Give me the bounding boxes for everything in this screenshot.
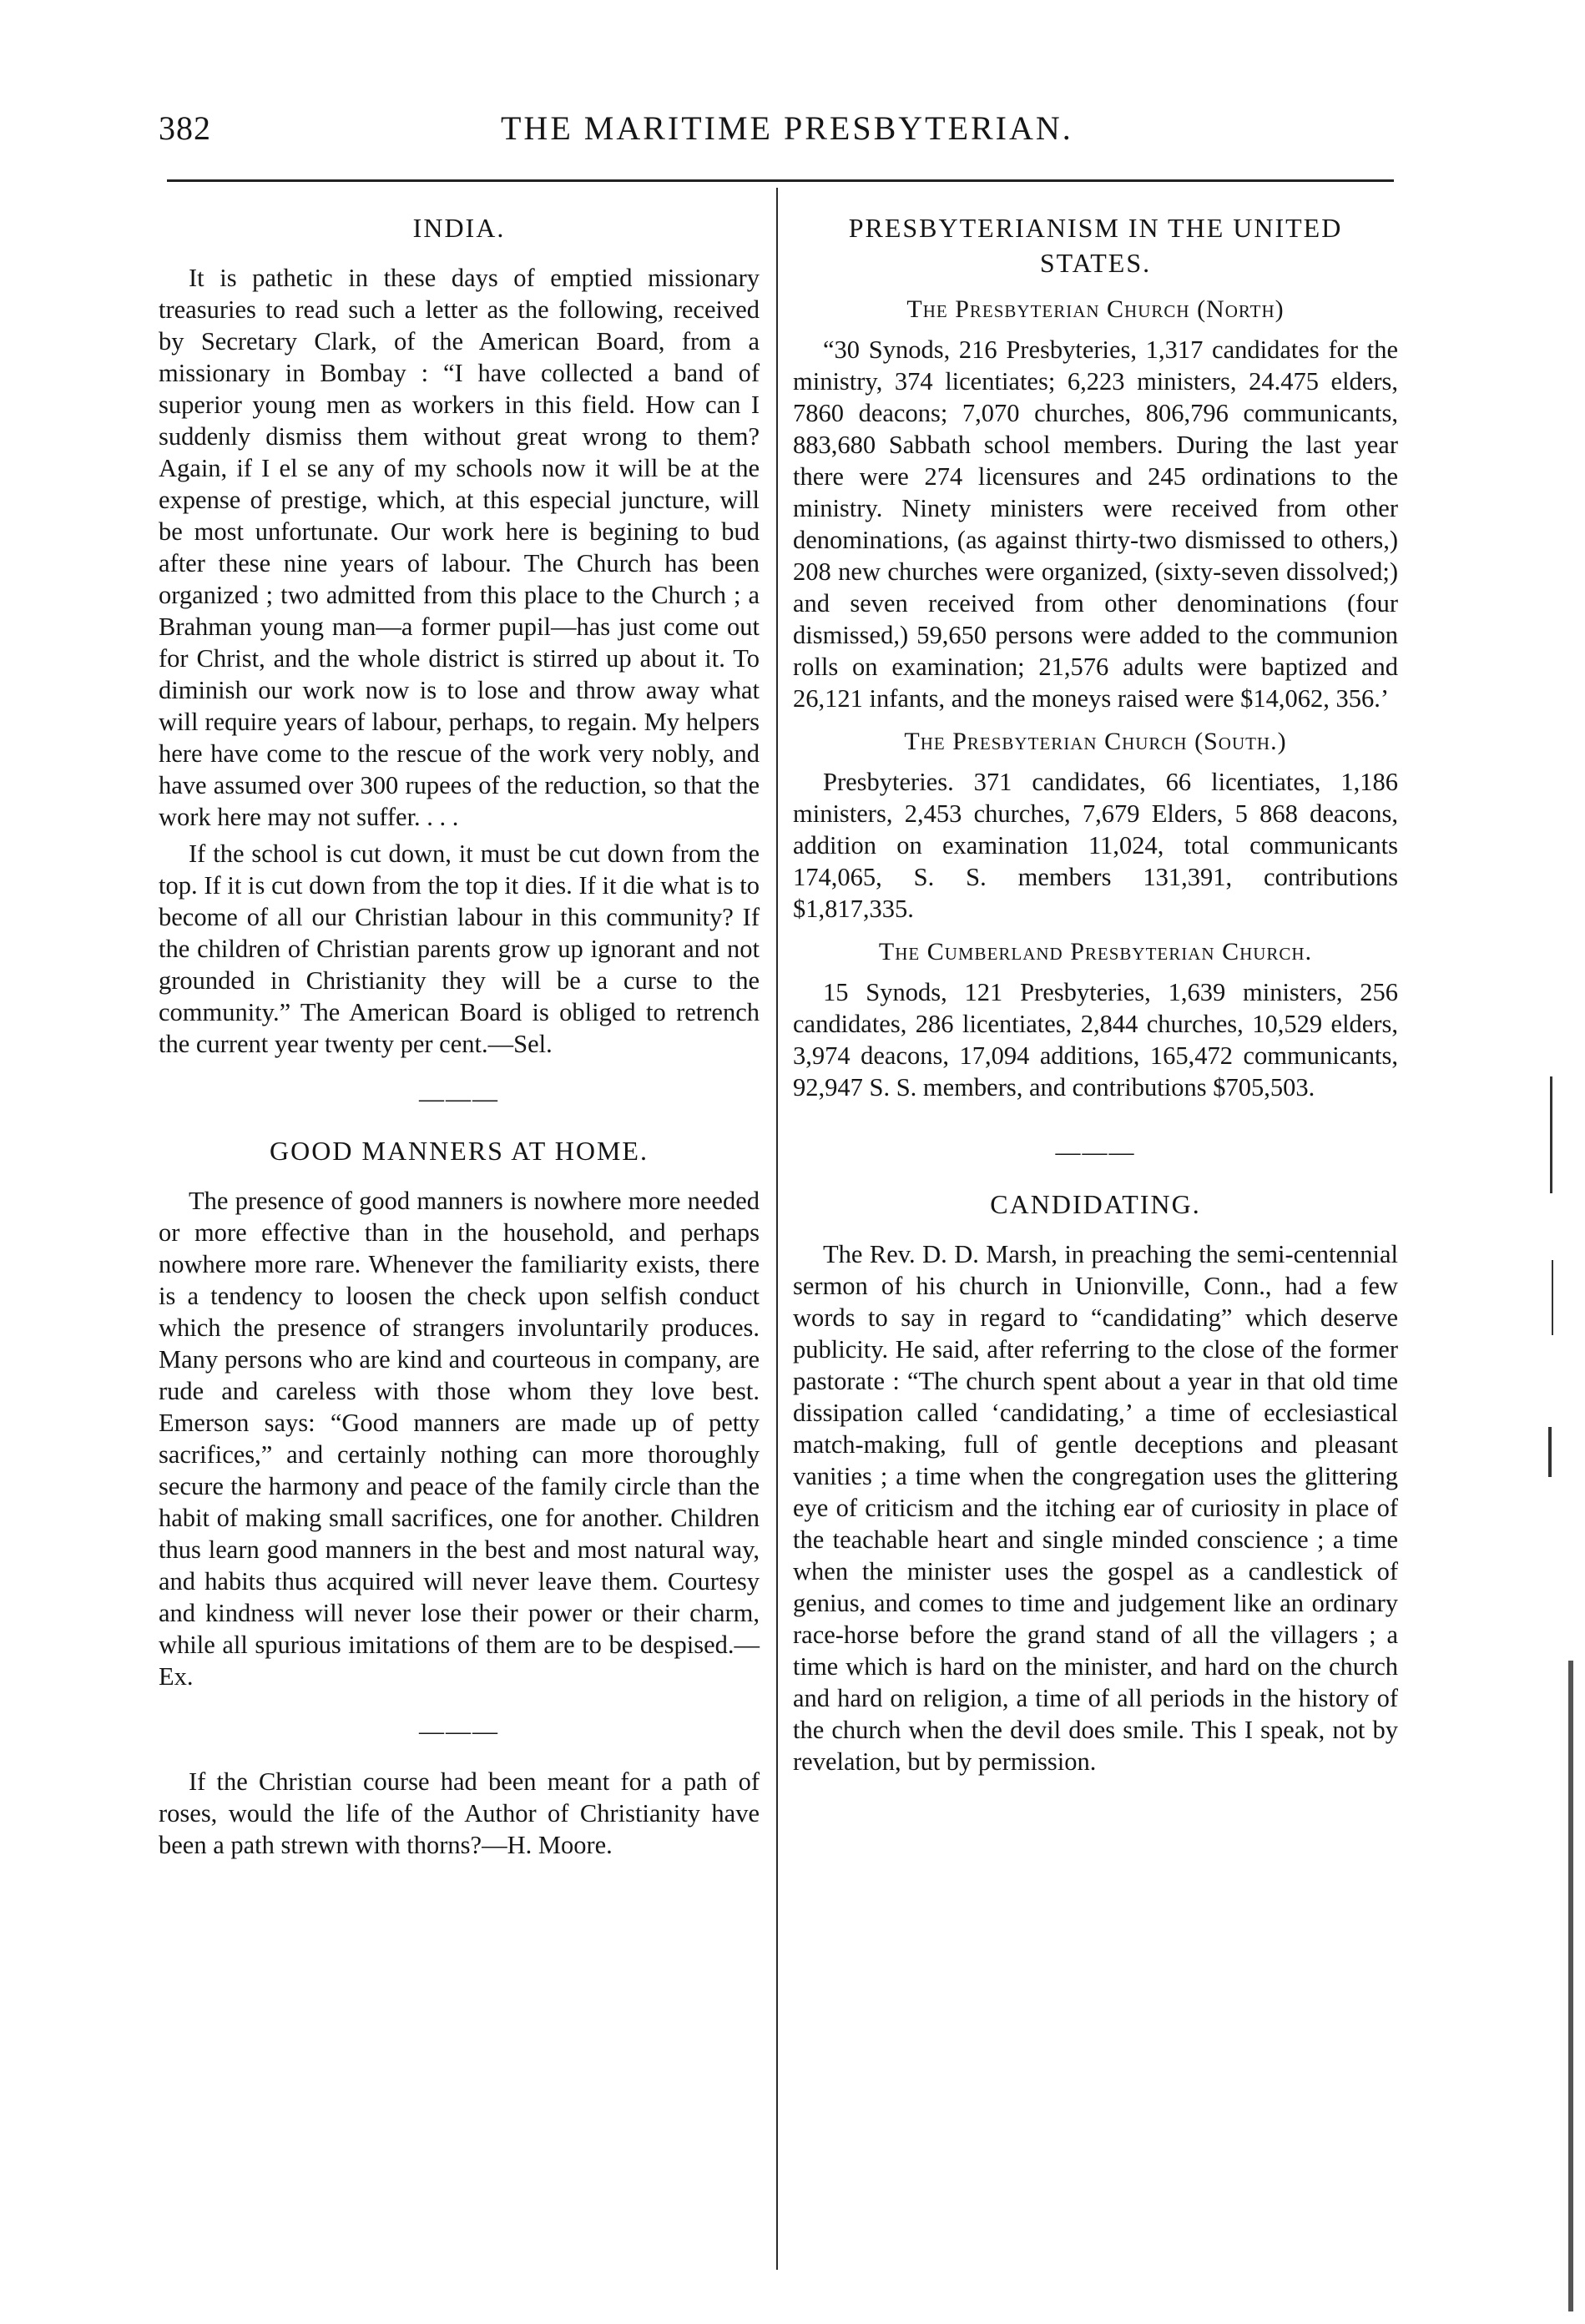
column-divider <box>776 188 778 2270</box>
right-column <box>793 200 1398 1782</box>
article-paragraph: 15 Synods, 121 Presbyteries, 1,639 ministers, 256 candidates, 286 licentiates, 2,844 churches, 10,529 elders, 3,974 deacons, 17,094 additions, 165,472 communicants, 92,947 S. S. members, and contributions $705,503. <box>793 978 1398 1102</box>
title-line: STATES. <box>1039 248 1152 278</box>
article-paragraph: Presbyteries. 371 candidates, 66 licentiates, 1,186 ministers, 2,453 churches, 7,679 Elders, 5 868 deacons, addition on examination 11,024, total communicants 174,065, S. S. members 131,391, contributions $1,817,335. <box>793 768 1398 923</box>
subheading-south: The Presbyterian Church (South.) <box>904 728 1287 755</box>
article-paragraph: If the school is cut down, it must be cut down from the top. If it is cut down from the top it dies. If it die what is to become of all our Christian labour in this community? If the children of Christian parents grow up ignorant and not grounded in Christianity they will be a curse to the community.” The American Board is obliged to retrench the current year twenty per cent.—Sel. <box>159 839 760 1058</box>
scan-mark <box>1568 1661 1573 2311</box>
scan-mark <box>1550 1076 1552 1193</box>
left-column <box>159 200 760 1866</box>
scan-mark <box>1552 1260 1553 1335</box>
article-title-india: INDIA. <box>412 213 506 243</box>
subheading-cumberland: The Cumberland Presbyterian Church. <box>878 938 1313 965</box>
separator: ——— <box>419 1085 499 1112</box>
page-header <box>159 108 1394 159</box>
article-title-good-manners: GOOD MANNERS AT HOME. <box>270 1136 649 1166</box>
title-line: PRESBYTERIANISM IN THE UNITED <box>848 213 1343 243</box>
quote-paragraph: If the Christian course had been meant for a path of roses, would the life of the Author of Christianity have been a path strewn with thorns?—H. Moore. <box>159 1767 760 1859</box>
header-rule <box>167 179 1394 182</box>
running-title: THE MARITIME PRESBYTERIAN. <box>501 109 1073 147</box>
subheading-north: The Presbyterian Church (North) <box>906 295 1285 323</box>
page-number: 382 <box>159 109 211 147</box>
article-paragraph: The presence of good manners is nowhere more needed or more effective than in the household, and perhaps nowhere more rare. Whenever the familiarity exists, there is a tendency to loosen the check upon selfish conduct which the presence of strangers involuntarily produces. Many persons who are kind and courteous in company, are rude and careless with those whom they love best. Emerson says: “Good manners are made up of petty sacrifices,” and certainly nothing can more thoroughly secure the harmony and peace of the family circle than the habit of making small sacrifices, one for another. Children thus learn good manners in the best and most natural way, and habits thus acquired will never leave them. Courtesy and kindness will never lose their power or their charm, while all spurious imitations of them are to be despised.—Ex. <box>159 1187 760 1691</box>
separator: ——— <box>419 1717 499 1745</box>
scan-mark <box>1548 1427 1552 1477</box>
separator: ——— <box>1055 1138 1136 1166</box>
article-paragraph: The Rev. D. D. Marsh, in preaching the semi-centennial sermon of his church in Unionville, Conn., had a few words to say in regard to “candidating” which deserve publicity. He said, after referring to the close of the former pastorate : “The church spent about a year in that old time dissipation called ‘candidating,’ a time of ecclesiastical match-making, full of gentle deceptions and pleasant vanities ; a time when the congregation uses the glittering eye of criticism and the itching ear of curiosity in place of the teachable heart and single minded conscience ; a time when the minister uses the gospel as a candlestick of genius, and comes to time and judgement like an ordinary race-horse before the grand stand of all the villagers ; a time which is hard on the minister, and hard on the church and hard on religion, a time of all periods in the history of the church when the devil does smile. This I speak, not by revelation, but by permission. <box>793 1240 1398 1776</box>
article-title-candidating: CANDIDATING. <box>990 1189 1201 1219</box>
article-paragraph: “30 Synods, 216 Presbyteries, 1,317 candidates for the ministry, 374 licentiates; 6,223 ministers, 24.475 elders, 7860 deacons; 7,070 churches, 806,796 communicants, 883,680 Sabbath school members. During the last year there were 274 licensures and 245 ordinations to the ministry. Ninety ministers were received from other denominations, (as against thirty-two dismissed to others,) 208 new churches were organized, (sixty-seven dissolved;) and seven received from other denominations (four dismissed,) 59,650 persons were added to the communion rolls on examination; 21,576 adults were baptized and 26,121 infants, and the moneys raised were $14,062, 356.’ <box>793 335 1398 713</box>
article-title-presbyterianism <box>793 210 1398 280</box>
article-paragraph: It is pathetic in these days of emptied missionary treasuries to read such a letter as the following, received by Secretary Clark, of the American Board, from a missionary in Bombay : “I have collected a band of superior young men as workers in this field. How can I suddenly dismiss them without great wrong to them? Again, if I el se any of my schools now it will be at the expense of prestige, which, at this especial juncture, will be most unfortunate. Our work here is begining to bud after these nine years of labour. The Church has been organized ; two admitted from this place to the Church ; a Brahman young man—a former pupil—has just come out for Christ, and the whole district is stirred up about it. To diminish our work now is to lose and throw away what will require years of labour, perhaps, to regain. My helpers here have come to the rescue of the work very nobly, and have assumed over 300 rupees of the reduction, so that the work here may not suffer. . . . <box>159 264 760 831</box>
scan-edge-marks <box>1535 1076 1585 2311</box>
